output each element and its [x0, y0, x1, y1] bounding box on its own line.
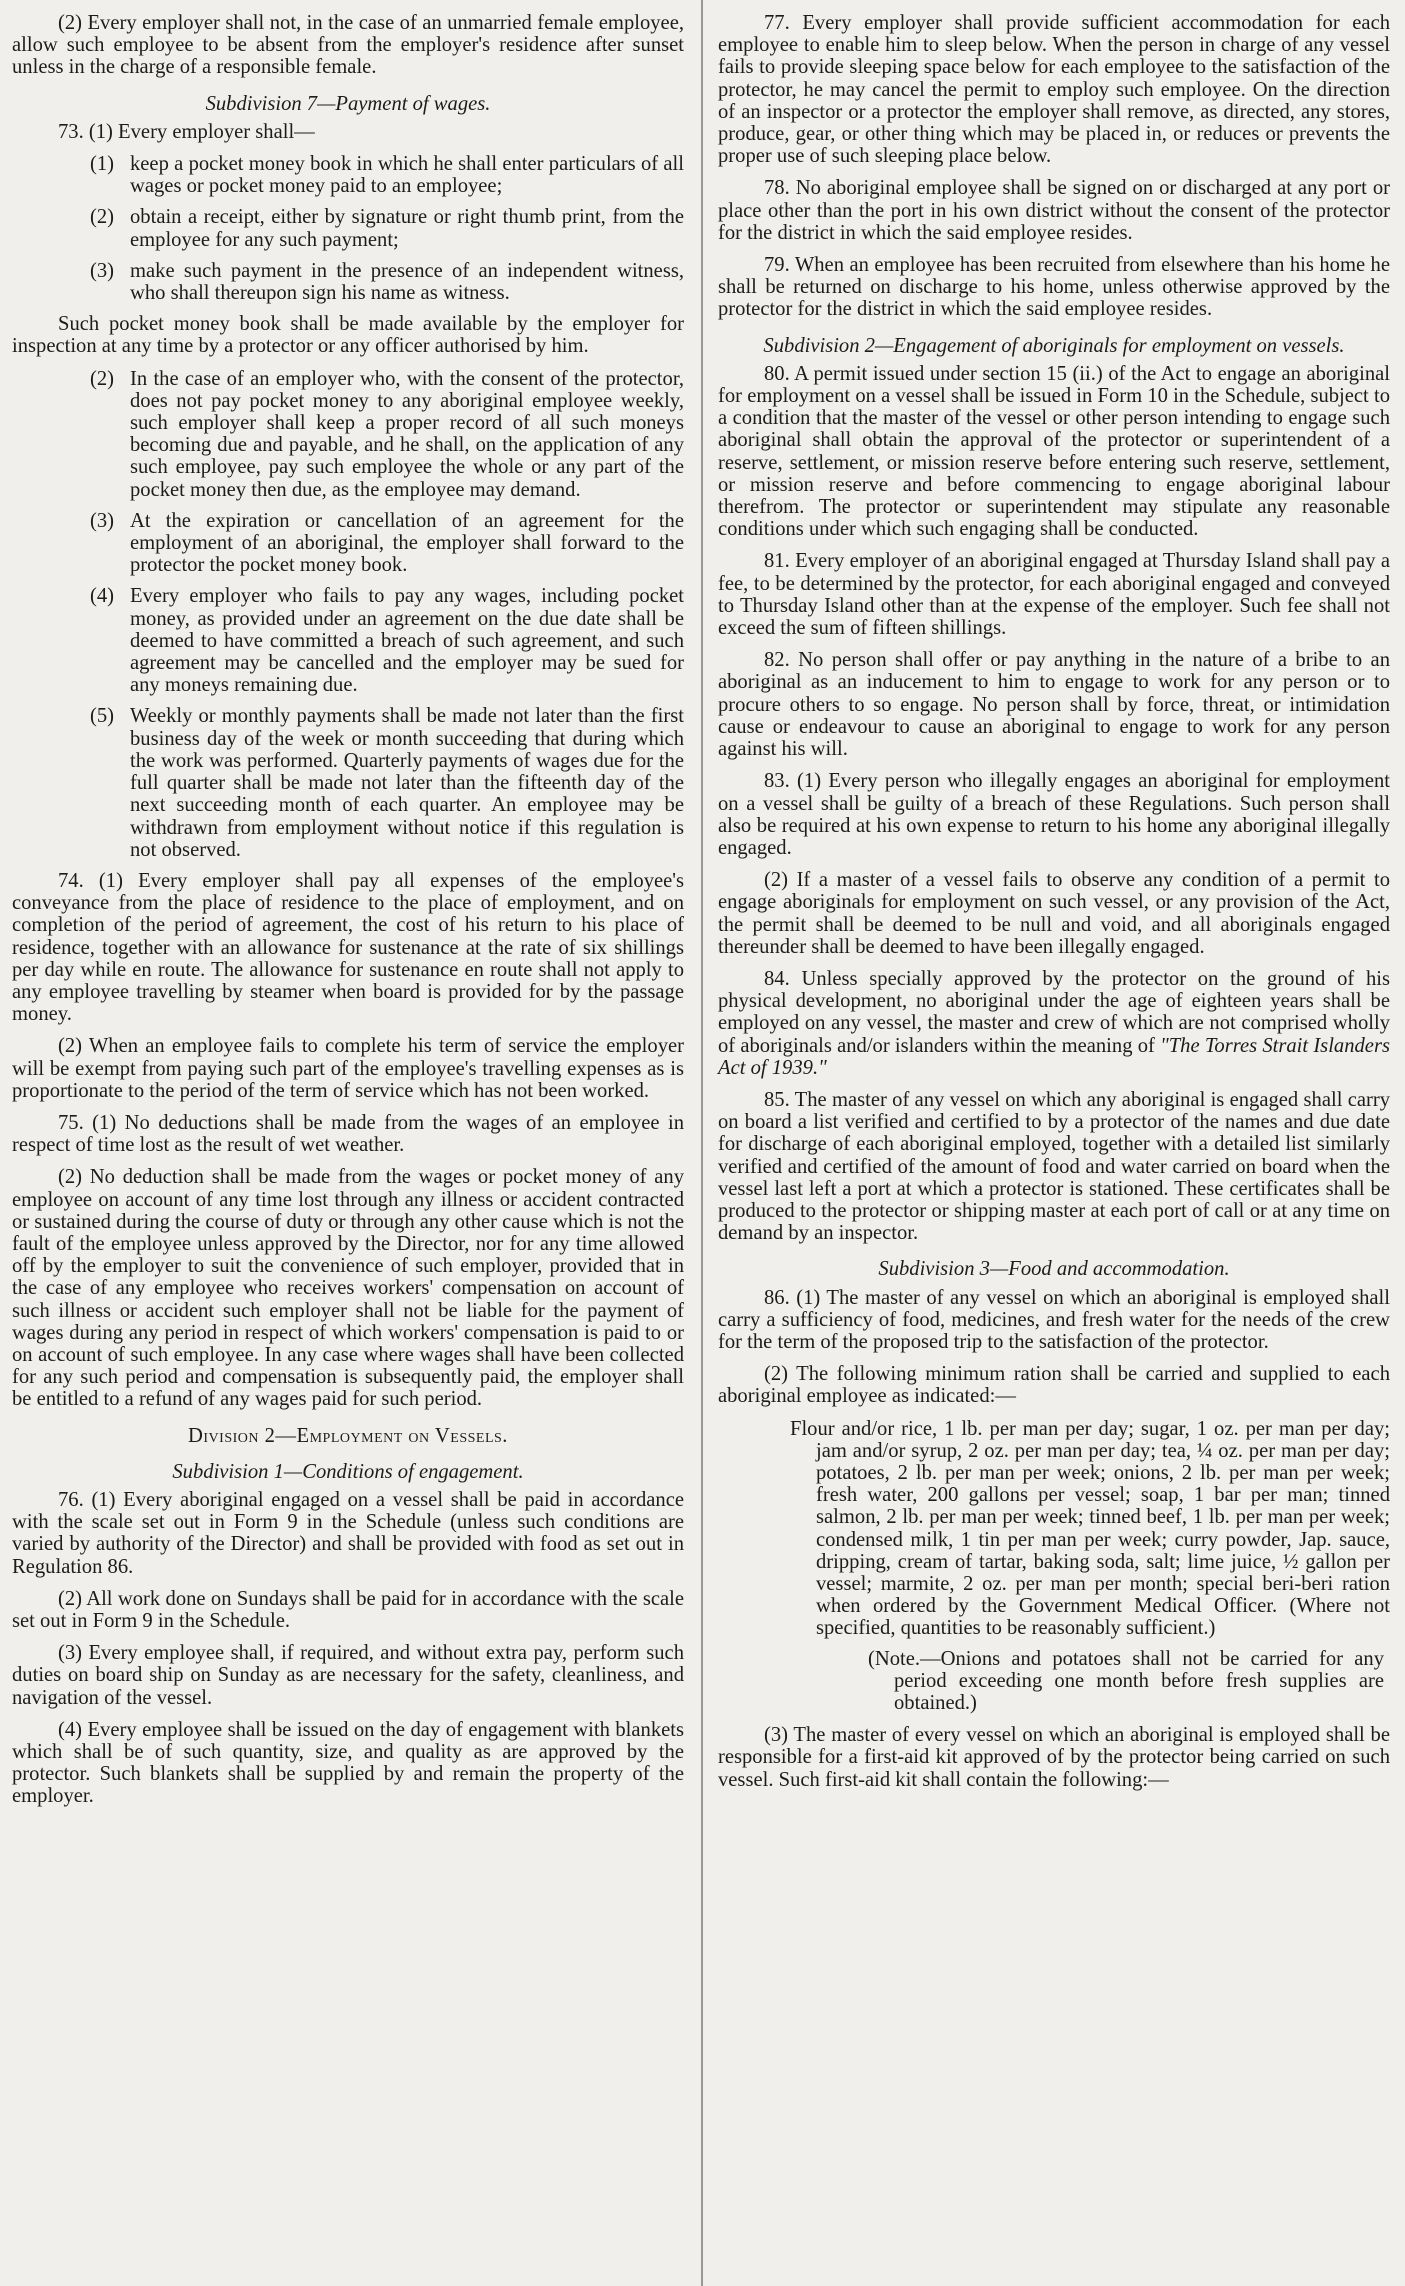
- subdivision-3-heading: Subdivision 3—Food and accommodation.: [878, 1258, 1230, 1281]
- regulation-76-3: (3) Every employee shall, if required, and without extra pay, perform such duties on board ship on Sunday as are necessary for the safety, cleanliness, and navigation of the vessel.: [12, 1642, 684, 1709]
- regulation-85: 85. The master of any vessel on which any aboriginal is engaged shall carry on board a list verified and certified to by a protector of the names and due date for discharge of each aboriginal employed, together with a detailed list similarly verified and certified of the amount of food and water carried on board when the vessel last left a port at which a protector is stationed. These certificates shall be produced to the protector or shipping master at each port of call or at any time on demand by an inspector.: [718, 1088, 1390, 1245]
- regulation-86-2: (2) The following minimum ration shall be carried and supplied to each aboriginal employee as indicated:—: [718, 1363, 1390, 1408]
- regulation-86-1: 86. (1) The master of any vessel on which an aboriginal is employed shall carry a sufficiency of food, medicines, and fresh water for the needs of the crew for the term of the proposed trip to the satisfaction of the protector.: [718, 1286, 1390, 1353]
- regulation-81: 81. Every employer of an aboriginal engaged at Thursday Island shall pay a fee, to be determined by the protector, for each aboriginal engaged and conveyed to Thursday Island other than at the expense of the employer. Such fee shall not exceed the sum of fifteen shillings.: [718, 550, 1390, 640]
- paragraph-72-2: (2) Every employer shall not, in the case of an unmarried female employee, allow such employee to be absent from the employer's residence after sunset unless in the charge of a responsible female.: [12, 12, 684, 79]
- left-column: [12, 12, 684, 1818]
- regulation-74-2: (2) When an employee fails to complete his term of service the employer will be exempt from paying such part of the employee's travelling expenses as is proportionate to the period of the term of service which has not been worked.: [12, 1035, 684, 1102]
- division-2-heading: Division 2—Employment on Vessels.: [188, 1424, 508, 1447]
- subdivision-7-heading: Subdivision 7—Payment of wages.: [205, 92, 491, 115]
- regulation-77: 77. Every employer shall provide sufficient accommodation for each employee to enable him to sleep below. When the person in charge of any vessel fails to provide sleeping space below for each employee to the satisfaction of the protector, he may cancel the permit to employ such employee. On the direction of an inspector or a protector the employer shall remove, as directed, any stores, produce, gear, or other thing which may be placed in, or reduces or prevents the proper use of such sleeping place below.: [718, 12, 1390, 168]
- list-item: (3) At the expiration or cancellation of an agreement for the employment of an aboriginal, the employer shall forward to the protector the pocket money book.: [90, 509, 684, 577]
- regulation-83-2: (2) If a master of a vessel fails to observe any condition of a permit to engage aboriginals for employment on such vessel, or any provision of the Act, the permit shall be deemed to be null and void, and all aboriginals engaged thereunder shall be deemed to have been illegally engaged.: [718, 869, 1390, 958]
- subdivision-2-heading: Subdivision 2—Engagement of aboriginals for employment on vessels.: [763, 334, 1345, 357]
- regulation-82: 82. No person shall offer or pay anything in the nature of a bribe to an aboriginal as an inducement to him to engage to work for any person or to procure others to so engage. No person shall by force, threat, or intimidation cause or endeavour to cause an aboriginal to engage to work for any person against his will.: [718, 649, 1390, 761]
- regulation-76-4: (4) Every employee shall be issued on the day of engagement with blankets which shall be of such quantity, size, and quality as are approved by the protector. Such blankets shall be supplied by and remain the property of the employer.: [12, 1718, 684, 1808]
- subdivision-1-heading: Subdivision 1—Conditions of engagement.: [172, 1460, 524, 1483]
- regulation-75-1: 75. (1) No deductions shall be made from the wages of an employee in respect of time lost as the result of wet weather.: [12, 1111, 684, 1157]
- list-item: (2) In the case of an employer who, with the consent of the protector, does not pay pocket money to any aboriginal employee weekly, such employer shall keep a proper record of all such moneys becoming due and payable, and he shall, on the application of any such employee, pay such employee the whole or any part of the pocket money then due, as the employee may demand.: [90, 367, 684, 501]
- regulation-73-1: 73. (1) Every employer shall—: [58, 120, 315, 143]
- list-item: (3) make such payment in the presence of an independent witness, who shall thereupon sign his name as witness.: [90, 259, 684, 305]
- regulation-84: 84. Unless specially approved by the protector on the ground of his physical development, no aboriginal under the age of eighteen years shall be employed on any vessel, the master and crew of which are not comprised wholly of aboriginals and/or islanders within the meaning of "The Torres Strait Islanders Act of 1939.": [718, 967, 1390, 1079]
- regulation-86-3: (3) The master of every vessel on which an aboriginal is employed shall be responsible for a first-aid kit approved of by the protector being carried on such vessel. Such first-aid kit shall contain the following:—: [718, 1724, 1390, 1791]
- regulation-79: 79. When an employee has been recruited from elsewhere than his home he shall be returned on discharge to his home, unless otherwise approved by the protector for the district in which the said employee resides.: [718, 254, 1390, 321]
- act-title: "The Torres Strait Islanders Act of 1939.": [718, 1034, 1390, 1079]
- pocket-money-book-paragraph: Such pocket money book shall be made available by the employer for inspection at any time by a protector or any officer authorised by him.: [12, 313, 684, 358]
- regulation-76-1: 76. (1) Every aboriginal engaged on a vessel shall be paid in accordance with the scale set out in Form 9 in the Schedule (unless such conditions are varied by authority of the Director) and shall be provided with food as set out in Regulation 86.: [12, 1488, 684, 1578]
- list-item: (5) Weekly or monthly payments shall be made not later than the first business day of the week or month succeeding that during which the work was performed. Quarterly payments of wages due for the full quarter shall be made not later than the fifteenth day of the next succeeding month of each quarter. An employee may be withdrawn from employment without notice if this regulation is not observed.: [90, 705, 684, 861]
- regulation-74-1: 74. (1) Every employer shall pay all expenses of the employee's conveyance from the place of residence to the place of employment, and on completion of the period of agreement, the cost of his return to his place of residence, together with an allowance for sustenance at the rate of six shillings per day while en route. The allowance for sustenance en route shall not apply to any employee travelling by steamer when board is provided for by the passage money.: [12, 869, 684, 1026]
- regulation-76-2: (2) All work done on Sundays shall be paid for in accordance with the scale set out in Form 9 in the Schedule.: [12, 1587, 684, 1632]
- regulation-83-1: 83. (1) Every person who illegally engages an aboriginal for employment on a vessel shall be guilty of a breach of these Regulations. Such person shall also be required at his own expense to return to his home any aboriginal illegally engaged.: [718, 770, 1390, 859]
- list-item: (4) Every employer who fails to pay any wages, including pocket money, as provided under an agreement on the due date shall be deemed to have committed a breach of such agreement, and such agreement may be cancelled and the employer may be sued for any moneys remaining due.: [90, 585, 684, 697]
- ration-list: Flour and/or rice, 1 lb. per man per day; sugar, 1 oz. per man per day; jam and/or syrup, 2 oz. per man per day; tea, ¼ oz. per man per day; potatoes, 2 lb. per man per week; onions, 2 lb. per man per week; fresh water, 200 gallons per vessel; soap, 1 bar per man; tinned salmon, 2 lb. per man per week; tinned beef, 1 lb. per man per week; condensed milk, 1 tin per man per week; curry powder, Jap. sauce, dripping, cream of tartar, baking soda, salt; lime juice, ½ gallon per vessel; marmite, 2 oz. per man per month; special beri-beri ration when ordered by the Government Medical Officer. (Where not specified, quantities to be reasonably sufficient.): [790, 1417, 1390, 1640]
- regulation-80: 80. A permit issued under section 15 (ii.) of the Act to engage an aboriginal for employment on a vessel shall be issued in Form 10 in the Schedule, subject to a condition that the master of the vessel or other person intending to engage such aboriginal shall obtain the approval of the protector or superintendent of a reserve, settlement, or mission reserve before entering such reserve, settlement, or mission reserve and before commencing to engage aboriginal labour therefrom. The protector or superintendent may stipulate any reasonable conditions under which such engaging shall be conducted.: [718, 362, 1390, 541]
- right-column: [718, 12, 1390, 1801]
- ration-note: (Note.—Onions and potatoes shall not be carried for any period exceeding one month before fresh supplies are obtained.): [868, 1647, 1384, 1715]
- list-item: (2) obtain a receipt, either by signature or right thumb print, from the employee for any such payment;: [90, 206, 684, 251]
- column-divider: [701, 0, 703, 2286]
- list-item: (1) keep a pocket money book in which he shall enter particulars of all wages or pocket money paid to an employee;: [90, 153, 684, 198]
- regulation-75-2: (2) No deduction shall be made from the wages or pocket money of any employee on account of any time lost through any illness or accident contracted or sustained during the course of duty or through any other cause which is not the fault of the employee unless approved by the Director, nor for any time allowed off by the employer to suit the convenience of such employer, provided that in the case of any employee who receives workers' compensation on account of such illness or accident such employer shall not be liable for the payment of wages during any period in respect of which workers' compensation is paid to or on account of such employee. In any case where wages shall have been collected for any such period and compensation is subsequently paid, the employer shall be entitled to a refund of any wages paid for such period.: [12, 1166, 685, 1411]
- regulation-78: 78. No aboriginal employee shall be signed on or discharged at any port or place other than the port in his own district without the consent of the protector for the district in which the said employee resides.: [718, 177, 1390, 244]
